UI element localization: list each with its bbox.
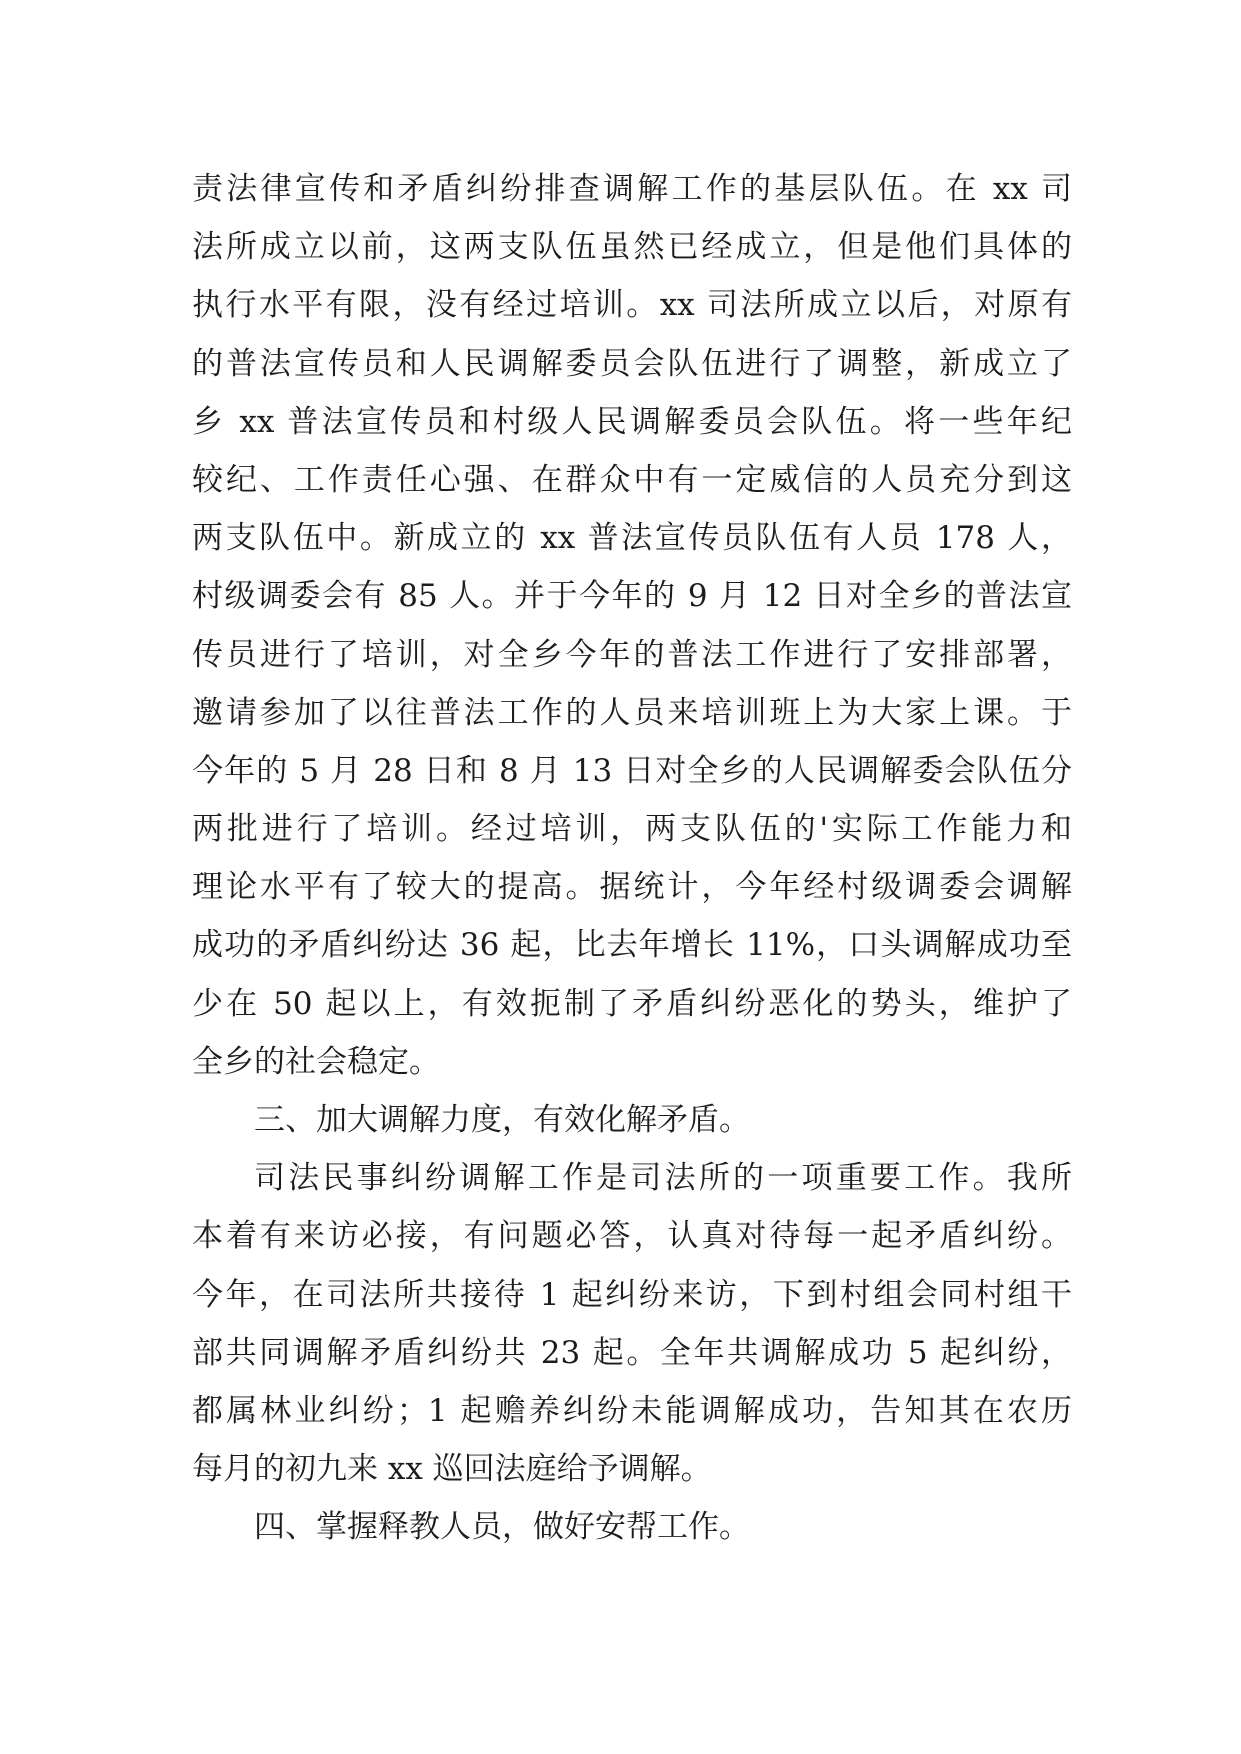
paragraph-first-line: 司法民事纠纷调解工作是司法所的一项重要工作。我所 [254,1160,1072,1197]
text-line: 都属林业纠纷；1 起赡养纠纷未能调解成功，告知其在农历 [192,1392,1072,1429]
text-line: 成功的矛盾纠纷达 36 起，比去年增长 11%，口头调解成功至 [192,927,1072,964]
text-line: 少在 50 起以上，有效扼制了矛盾纠纷恶化的势头，维护了 [192,985,1072,1022]
text-line: 乡 xx 普法宣传员和村级人民调解委员会队伍。将一些年纪 [192,403,1072,440]
text-line: 执行水平有限，没有经过培训。xx 司法所成立以后，对原有 [192,287,1072,324]
section-heading: 三、加大调解力度，有效化解矛盾。 [254,1102,750,1138]
text-line: 两批进行了培训。经过培训，两支队伍的'实际工作能力和 [192,811,1072,848]
paragraph-last-line: 每月的初九来 xx 巡回法庭给予调解。 [192,1451,712,1488]
section-heading: 四、掌握释教人员，做好安帮工作。 [254,1509,750,1546]
text-line: 的普法宣传员和人民调解委员会队伍进行了调整，新成立了 [192,345,1072,382]
text-line: 今年的 5 月 28 日和 8 月 13 日对全乡的人民调解委会队伍分 [192,752,1072,789]
paragraph-last-line: 全乡的社会稳定。 [192,1043,440,1080]
text-line: 法所成立以前，这两支队伍虽然已经成立，但是他们具体的 [192,229,1072,266]
text-line: 部共同调解矛盾纠纷共 23 起。全年共调解成功 5 起纠纷， [192,1334,1072,1371]
text-line: 传员进行了培训，对全乡今年的普法工作进行了安排部署， [192,636,1072,673]
text-line: 今年，在司法所共接待 1 起纠纷来访，下到村组会同村组干 [192,1276,1072,1313]
text-line: 理论水平有了较大的提高。据统计，今年经村级调委会调解 [192,869,1072,906]
text-line: 较纪、工作责任心强、在群众中有一定威信的人员充分到这 [192,461,1072,498]
text-line: 责法律宣传和矛盾纠纷排查调解工作的基层队伍。在 xx 司 [192,171,1072,207]
text-line: 村级调委会有 85 人。并于今年的 9 月 12 日对全乡的普法宣 [192,578,1072,615]
text-line: 邀请参加了以往普法工作的人员来培训班上为大家上课。于 [192,694,1072,731]
document-body [192,160,1072,1557]
text-line: 两支队伍中。新成立的 xx 普法宣传员队伍有人员 178 人， [192,520,1072,557]
text-line: 本着有来访必接，有问题必答，认真对待每一起矛盾纠纷。 [192,1218,1072,1255]
